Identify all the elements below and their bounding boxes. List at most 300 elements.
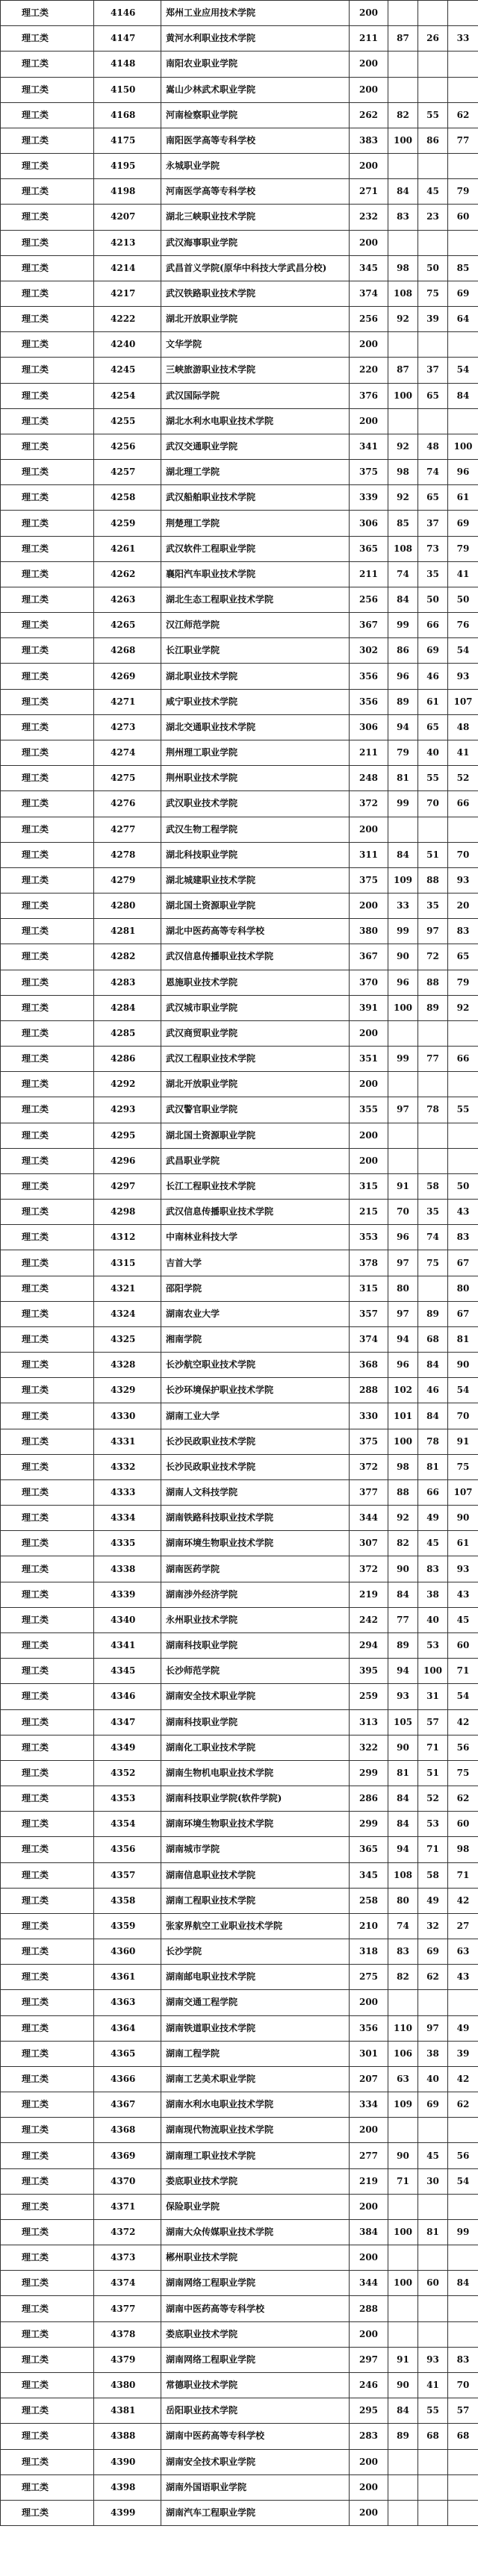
total-score-cell: 220 [350, 358, 388, 383]
school-name-cell: 张家界航空工业职业技术学院 [161, 1913, 350, 1939]
subject-score-3-cell [448, 332, 478, 358]
subject-score-2-cell [418, 2500, 448, 2525]
subject-score-1-cell: 100 [388, 2271, 418, 2296]
subject-score-3-cell: 56 [448, 2143, 478, 2168]
subject-score-2-cell: 89 [418, 1301, 448, 1326]
category-cell: 理工类 [1, 561, 94, 587]
school-code-cell: 4349 [94, 1735, 161, 1760]
school-name-cell: 长江工程职业技术学院 [161, 1173, 350, 1199]
total-score-cell: 391 [350, 995, 388, 1020]
table-row [1, 26, 478, 52]
category-cell: 理工类 [1, 638, 94, 664]
table-row [1, 128, 478, 153]
table-row [1, 2245, 478, 2271]
total-score-cell: 345 [350, 1862, 388, 1888]
school-name-cell: 襄阳汽车职业技术学院 [161, 561, 350, 587]
category-cell: 理工类 [1, 2296, 94, 2321]
category-cell: 理工类 [1, 1760, 94, 1786]
school-code-cell: 4371 [94, 2194, 161, 2219]
table-row [1, 2015, 478, 2041]
school-code-cell: 4222 [94, 307, 161, 332]
subject-score-3-cell [448, 77, 478, 102]
subject-score-3-cell [448, 1072, 478, 1097]
subject-score-3-cell: 107 [448, 1479, 478, 1505]
subject-score-2-cell: 41 [418, 2372, 448, 2398]
total-score-cell: 242 [350, 1607, 388, 1632]
total-score-cell: 271 [350, 179, 388, 205]
total-score-cell: 200 [350, 2118, 388, 2143]
school-name-cell: 邵阳学院 [161, 1276, 350, 1301]
subject-score-2-cell: 88 [418, 970, 448, 995]
total-score-cell: 345 [350, 255, 388, 281]
subject-score-2-cell: 35 [418, 894, 448, 919]
school-name-cell: 湖南工程学院 [161, 2041, 350, 2066]
subject-score-2-cell [418, 230, 448, 255]
subject-score-2-cell: 55 [418, 766, 448, 791]
subject-score-3-cell: 62 [448, 2092, 478, 2118]
table-row [1, 2066, 478, 2092]
table-row [1, 536, 478, 561]
subject-score-3-cell: 107 [448, 689, 478, 714]
school-code-cell: 4356 [94, 1837, 161, 1862]
subject-score-3-cell: 90 [448, 1506, 478, 1531]
subject-score-1-cell: 108 [388, 536, 418, 561]
subject-score-1-cell: 71 [388, 2168, 418, 2194]
school-code-cell: 4328 [94, 1353, 161, 1378]
table-row [1, 664, 478, 689]
school-name-cell: 湖南安全技术职业学院 [161, 1684, 350, 1709]
table-row [1, 2194, 478, 2219]
school-name-cell: 武汉海事职业学院 [161, 230, 350, 255]
category-cell: 理工类 [1, 434, 94, 459]
total-score-cell: 200 [350, 2500, 388, 2525]
table-row [1, 1225, 478, 1250]
school-code-cell: 4374 [94, 2271, 161, 2296]
school-name-cell: 湖南涉外经济学院 [161, 1582, 350, 1607]
school-name-cell: 湖北国土资源职业学院 [161, 894, 350, 919]
total-score-cell: 344 [350, 2271, 388, 2296]
total-score-cell: 207 [350, 2066, 388, 2092]
school-name-cell: 长沙学院 [161, 1939, 350, 1965]
table-row [1, 766, 478, 791]
subject-score-3-cell: 60 [448, 205, 478, 230]
table-row [1, 1913, 478, 1939]
category-cell: 理工类 [1, 154, 94, 179]
total-score-cell: 344 [350, 1506, 388, 1531]
school-code-cell: 4259 [94, 511, 161, 536]
school-name-cell: 湖南科技职业学院(软件学院) [161, 1786, 350, 1812]
subject-score-3-cell: 96 [448, 460, 478, 485]
total-score-cell: 365 [350, 1837, 388, 1862]
school-name-cell: 三峡旅游职业技术学院 [161, 358, 350, 383]
school-code-cell: 4366 [94, 2066, 161, 2092]
subject-score-1-cell: 98 [388, 255, 418, 281]
school-name-cell: 湖南工程职业技术学院 [161, 1888, 350, 1913]
subject-score-1-cell: 100 [388, 383, 418, 408]
subject-score-2-cell: 68 [418, 2424, 448, 2449]
category-cell: 理工类 [1, 1353, 94, 1378]
subject-score-1-cell [388, 1072, 418, 1097]
school-name-cell: 湖南科技职业学院 [161, 1633, 350, 1659]
category-cell: 理工类 [1, 26, 94, 52]
subject-score-3-cell: 66 [448, 1047, 478, 1072]
school-code-cell: 4280 [94, 894, 161, 919]
school-code-cell: 4359 [94, 1913, 161, 1939]
table-row [1, 434, 478, 459]
category-cell: 理工类 [1, 1250, 94, 1276]
subject-score-2-cell: 38 [418, 1582, 448, 1607]
category-cell: 理工类 [1, 664, 94, 689]
total-score-cell: 307 [350, 1531, 388, 1556]
subject-score-2-cell: 84 [418, 1353, 448, 1378]
table-row [1, 1123, 478, 1148]
table-row [1, 2168, 478, 2194]
subject-score-2-cell: 51 [418, 842, 448, 867]
school-name-cell: 郴州职业技术学院 [161, 2245, 350, 2271]
total-score-cell: 372 [350, 791, 388, 817]
table-row [1, 1531, 478, 1556]
table-row [1, 2041, 478, 2066]
school-code-cell: 4240 [94, 332, 161, 358]
table-row [1, 1888, 478, 1913]
subject-score-2-cell: 23 [418, 205, 448, 230]
table-row [1, 638, 478, 664]
subject-score-1-cell: 86 [388, 638, 418, 664]
total-score-cell: 355 [350, 1097, 388, 1123]
category-cell: 理工类 [1, 689, 94, 714]
subject-score-2-cell [418, 154, 448, 179]
subject-score-3-cell: 79 [448, 536, 478, 561]
subject-score-2-cell [418, 2321, 448, 2347]
subject-score-2-cell: 26 [418, 26, 448, 52]
subject-score-3-cell: 61 [448, 485, 478, 511]
school-code-cell: 4373 [94, 2245, 161, 2271]
total-score-cell: 200 [350, 1148, 388, 1173]
subject-score-2-cell: 55 [418, 102, 448, 128]
total-score-cell: 315 [350, 1173, 388, 1199]
subject-score-1-cell [388, 230, 418, 255]
subject-score-3-cell: 27 [448, 1913, 478, 1939]
category-cell: 理工类 [1, 1709, 94, 1735]
subject-score-2-cell: 65 [418, 714, 448, 740]
total-score-cell: 277 [350, 2143, 388, 2168]
school-name-cell: 常德职业技术学院 [161, 2372, 350, 2398]
school-name-cell: 湖南铁道职业技术学院 [161, 2015, 350, 2041]
subject-score-1-cell [388, 1990, 418, 2015]
subject-score-3-cell: 93 [448, 867, 478, 893]
table-row [1, 2398, 478, 2424]
school-name-cell: 武汉国际学院 [161, 383, 350, 408]
subject-score-3-cell: 83 [448, 919, 478, 944]
subject-score-2-cell [418, 1020, 448, 1046]
subject-score-2-cell: 57 [418, 1709, 448, 1735]
category-cell: 理工类 [1, 1097, 94, 1123]
category-cell: 理工类 [1, 2118, 94, 2143]
subject-score-2-cell: 32 [418, 1913, 448, 1939]
total-score-cell: 256 [350, 587, 388, 612]
total-score-cell: 258 [350, 1888, 388, 1913]
school-code-cell: 4380 [94, 2372, 161, 2398]
subject-score-1-cell [388, 2500, 418, 2525]
table-row [1, 1378, 478, 1403]
category-cell: 理工类 [1, 1913, 94, 1939]
subject-score-3-cell: 49 [448, 2015, 478, 2041]
table-row [1, 1684, 478, 1709]
school-code-cell: 4257 [94, 460, 161, 485]
subject-score-2-cell: 45 [418, 179, 448, 205]
subject-score-2-cell: 100 [418, 1659, 448, 1684]
school-code-cell: 4354 [94, 1812, 161, 1837]
subject-score-2-cell: 68 [418, 1326, 448, 1352]
total-score-cell: 378 [350, 1250, 388, 1276]
subject-score-3-cell: 75 [448, 1760, 478, 1786]
category-cell: 理工类 [1, 1659, 94, 1684]
subject-score-3-cell [448, 2245, 478, 2271]
subject-score-2-cell [418, 1990, 448, 2015]
subject-score-1-cell: 96 [388, 1225, 418, 1250]
school-code-cell: 4357 [94, 1862, 161, 1888]
total-score-cell: 356 [350, 2015, 388, 2041]
category-cell: 理工类 [1, 485, 94, 511]
school-name-cell: 湖南环境生物职业技术学院 [161, 1531, 350, 1556]
total-score-cell: 341 [350, 434, 388, 459]
school-name-cell: 湖北三峡职业技术学院 [161, 205, 350, 230]
school-code-cell: 4296 [94, 1148, 161, 1173]
subject-score-1-cell: 98 [388, 460, 418, 485]
school-code-cell: 4286 [94, 1047, 161, 1072]
subject-score-3-cell: 67 [448, 1250, 478, 1276]
subject-score-2-cell: 35 [418, 561, 448, 587]
subject-score-2-cell: 65 [418, 383, 448, 408]
subject-score-1-cell: 102 [388, 1378, 418, 1403]
table-row [1, 2271, 478, 2296]
table-row [1, 1633, 478, 1659]
school-name-cell: 湖南大众传媒职业技术学院 [161, 2219, 350, 2245]
total-score-cell: 318 [350, 1939, 388, 1965]
school-code-cell: 4332 [94, 1454, 161, 1479]
subject-score-3-cell [448, 408, 478, 434]
table-row [1, 970, 478, 995]
school-name-cell: 娄底职业技术学院 [161, 2321, 350, 2347]
category-cell: 理工类 [1, 2015, 94, 2041]
subject-score-3-cell: 93 [448, 664, 478, 689]
category-cell: 理工类 [1, 2321, 94, 2347]
subject-score-1-cell [388, 2449, 418, 2474]
school-name-cell: 武昌首义学院(原华中科技大学武昌分校) [161, 255, 350, 281]
total-score-cell: 297 [350, 2347, 388, 2372]
table-row [1, 1862, 478, 1888]
category-cell: 理工类 [1, 1123, 94, 1148]
subject-score-3-cell: 41 [448, 561, 478, 587]
subject-score-1-cell: 87 [388, 358, 418, 383]
school-code-cell: 4175 [94, 128, 161, 153]
subject-score-3-cell [448, 2474, 478, 2500]
subject-score-2-cell: 83 [418, 1556, 448, 1582]
category-cell: 理工类 [1, 2219, 94, 2245]
table-row [1, 1047, 478, 1072]
subject-score-3-cell: 80 [448, 1276, 478, 1301]
total-score-cell: 299 [350, 1760, 388, 1786]
subject-score-1-cell: 105 [388, 1709, 418, 1735]
subject-score-2-cell: 66 [418, 613, 448, 638]
school-name-cell: 湘南学院 [161, 1326, 350, 1352]
subject-score-3-cell: 100 [448, 434, 478, 459]
subject-score-2-cell: 72 [418, 944, 448, 970]
table-row [1, 613, 478, 638]
school-name-cell: 恩施职业技术学院 [161, 970, 350, 995]
table-row [1, 332, 478, 358]
school-code-cell: 4369 [94, 2143, 161, 2168]
category-cell: 理工类 [1, 1301, 94, 1326]
subject-score-3-cell: 55 [448, 1097, 478, 1123]
total-score-cell: 200 [350, 1123, 388, 1148]
school-code-cell: 4263 [94, 587, 161, 612]
school-code-cell: 4345 [94, 1659, 161, 1684]
subject-score-2-cell: 48 [418, 434, 448, 459]
table-row [1, 358, 478, 383]
school-code-cell: 4329 [94, 1378, 161, 1403]
subject-score-3-cell [448, 1990, 478, 2015]
subject-score-1-cell: 80 [388, 1276, 418, 1301]
subject-score-2-cell [418, 1276, 448, 1301]
subject-score-3-cell: 54 [448, 1684, 478, 1709]
subject-score-1-cell: 84 [388, 1812, 418, 1837]
table-row [1, 2347, 478, 2372]
category-cell: 理工类 [1, 1862, 94, 1888]
school-code-cell: 4377 [94, 2296, 161, 2321]
category-cell: 理工类 [1, 2168, 94, 2194]
total-score-cell: 200 [350, 1, 388, 26]
subject-score-3-cell [448, 2449, 478, 2474]
school-name-cell: 湖南工业大学 [161, 1403, 350, 1429]
subject-score-1-cell [388, 2474, 418, 2500]
subject-score-1-cell: 83 [388, 205, 418, 230]
category-cell: 理工类 [1, 1276, 94, 1301]
table-row [1, 944, 478, 970]
category-cell: 理工类 [1, 766, 94, 791]
school-name-cell: 长沙民政职业技术学院 [161, 1454, 350, 1479]
school-code-cell: 4312 [94, 1225, 161, 1250]
school-name-cell: 武昌职业学院 [161, 1148, 350, 1173]
school-code-cell: 4258 [94, 485, 161, 511]
total-score-cell: 275 [350, 1965, 388, 1990]
category-cell: 理工类 [1, 817, 94, 842]
table-row [1, 1250, 478, 1276]
subject-score-3-cell: 54 [448, 638, 478, 664]
category-cell: 理工类 [1, 2474, 94, 2500]
school-name-cell: 河南检察职业学院 [161, 102, 350, 128]
total-score-cell: 200 [350, 2449, 388, 2474]
total-score-cell: 259 [350, 1684, 388, 1709]
subject-score-1-cell: 84 [388, 2398, 418, 2424]
subject-score-3-cell [448, 2296, 478, 2321]
subject-score-2-cell: 62 [418, 1965, 448, 1990]
table-row [1, 842, 478, 867]
subject-score-2-cell: 78 [418, 1097, 448, 1123]
school-code-cell: 4298 [94, 1200, 161, 1225]
subject-score-2-cell: 70 [418, 791, 448, 817]
subject-score-1-cell: 82 [388, 102, 418, 128]
table-row [1, 867, 478, 893]
school-code-cell: 4281 [94, 919, 161, 944]
subject-score-1-cell: 96 [388, 970, 418, 995]
school-code-cell: 4368 [94, 2118, 161, 2143]
category-cell: 理工类 [1, 1429, 94, 1454]
school-name-cell: 荆楚理工学院 [161, 511, 350, 536]
subject-score-1-cell: 84 [388, 179, 418, 205]
total-score-cell: 395 [350, 1659, 388, 1684]
category-cell: 理工类 [1, 1888, 94, 1913]
total-score-cell: 356 [350, 689, 388, 714]
school-name-cell: 岳阳职业技术学院 [161, 2398, 350, 2424]
category-cell: 理工类 [1, 179, 94, 205]
category-cell: 理工类 [1, 791, 94, 817]
school-code-cell: 4292 [94, 1072, 161, 1097]
category-cell: 理工类 [1, 332, 94, 358]
subject-score-1-cell: 85 [388, 511, 418, 536]
school-code-cell: 4335 [94, 1531, 161, 1556]
school-name-cell: 武汉生物工程学院 [161, 817, 350, 842]
category-cell: 理工类 [1, 1173, 94, 1199]
category-cell: 理工类 [1, 1531, 94, 1556]
category-cell: 理工类 [1, 230, 94, 255]
subject-score-1-cell [388, 817, 418, 842]
subject-score-1-cell: 90 [388, 1556, 418, 1582]
table-row [1, 1837, 478, 1862]
school-code-cell: 4364 [94, 2015, 161, 2041]
school-code-cell: 4399 [94, 2500, 161, 2525]
subject-score-2-cell: 46 [418, 664, 448, 689]
total-score-cell: 375 [350, 460, 388, 485]
school-code-cell: 4297 [94, 1173, 161, 1199]
table-row [1, 383, 478, 408]
table-row [1, 714, 478, 740]
total-score-cell: 248 [350, 766, 388, 791]
subject-score-3-cell: 39 [448, 2041, 478, 2066]
subject-score-3-cell: 42 [448, 1888, 478, 1913]
total-score-cell: 295 [350, 2398, 388, 2424]
subject-score-2-cell: 38 [418, 2041, 448, 2066]
subject-score-1-cell: 90 [388, 2143, 418, 2168]
table-row [1, 1020, 478, 1046]
table-row [1, 179, 478, 205]
category-cell: 理工类 [1, 894, 94, 919]
subject-score-1-cell: 81 [388, 1760, 418, 1786]
subject-score-1-cell: 100 [388, 995, 418, 1020]
school-name-cell: 长沙航空职业技术学院 [161, 1353, 350, 1378]
subject-score-1-cell: 80 [388, 1888, 418, 1913]
category-cell: 理工类 [1, 2092, 94, 2118]
subject-score-1-cell: 88 [388, 1479, 418, 1505]
total-score-cell: 246 [350, 2372, 388, 2398]
school-code-cell: 4255 [94, 408, 161, 434]
school-name-cell: 湖南化工职业技术学院 [161, 1735, 350, 1760]
school-name-cell: 湖南网络工程职业学院 [161, 2347, 350, 2372]
school-name-cell: 武汉职业技术学院 [161, 791, 350, 817]
subject-score-1-cell [388, 2296, 418, 2321]
subject-score-1-cell: 63 [388, 2066, 418, 2092]
subject-score-2-cell: 66 [418, 1479, 448, 1505]
total-score-cell: 313 [350, 1709, 388, 1735]
subject-score-3-cell: 62 [448, 102, 478, 128]
subject-score-2-cell: 37 [418, 358, 448, 383]
subject-score-2-cell [418, 2296, 448, 2321]
school-name-cell: 湖北开放职业学院 [161, 307, 350, 332]
total-score-cell: 384 [350, 2219, 388, 2245]
total-score-cell: 306 [350, 714, 388, 740]
table-row [1, 2118, 478, 2143]
table-row [1, 587, 478, 612]
